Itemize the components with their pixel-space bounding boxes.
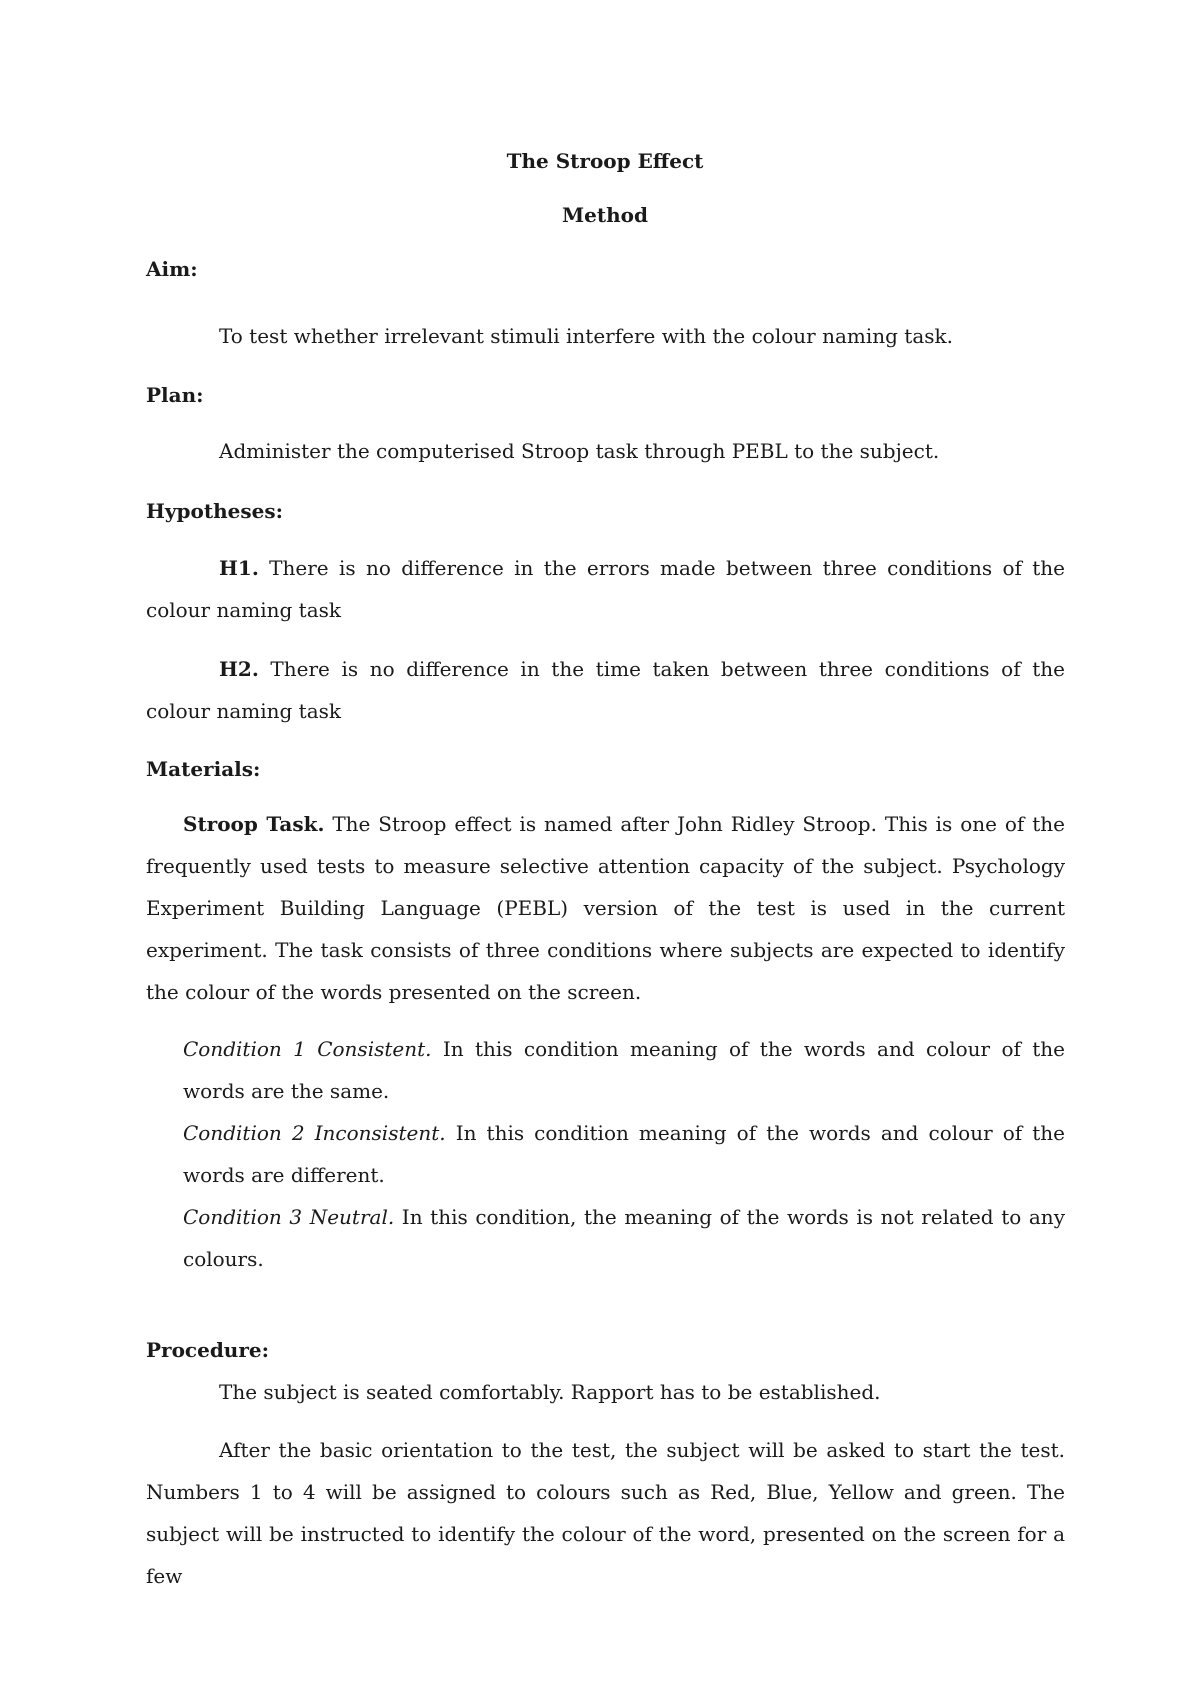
condition-1 [183, 1028, 1065, 1112]
aim-text: To test whether irrelevant stimuli interfere with the colour naming task. [219, 324, 953, 348]
condition-2-label: Condition 2 Inconsistent. [183, 1121, 446, 1145]
plan-heading: Plan: [146, 383, 204, 407]
condition-1-label: Condition 1 Consistent. [183, 1037, 432, 1061]
condition-2 [183, 1112, 1065, 1196]
procedure-paragraph-1: The subject is seated comfortably. Rapport has to be established. [219, 1380, 881, 1404]
procedure-paragraph-2: After the basic orientation to the test, the subject will be asked to start the test. Numbers 1 to 4 will be assigned to colours such as Red, Blue, Yellow and green. The subject will be instructed to identify the colour of the word, presented on the screen for a few [146, 1438, 1065, 1588]
procedure-heading: Procedure: [146, 1338, 269, 1362]
plan-text: Administer the computerised Stroop task through PEBL to the subject. [219, 439, 940, 463]
h2-text: There is no difference in the time taken between three conditions of the colour naming task [146, 657, 1065, 723]
hypotheses-heading: Hypotheses: [146, 499, 283, 523]
aim-heading: Aim: [146, 257, 198, 281]
stroop-task-paragraph [146, 803, 1065, 1013]
section-title: Method [562, 203, 648, 227]
h1-text: There is no difference in the errors made between three conditions of the colour naming task [146, 556, 1065, 622]
condition-2-text: In this condition meaning of the words and colour of the words are different. [183, 1121, 1065, 1187]
stroop-task-label: Stroop Task. [183, 812, 325, 836]
h2-label: H2. [219, 657, 259, 681]
hypothesis-h2 [146, 648, 1065, 732]
condition-3-text: In this condition, the meaning of the words is not related to any colours. [183, 1205, 1065, 1271]
document-title: The Stroop Effect [506, 149, 704, 173]
h1-label: H1. [219, 556, 259, 580]
stroop-task-text: The Stroop effect is named after John Ridley Stroop. This is one of the frequently used tests to measure selective attention capacity of the subject. Psychology Experiment Building Language (PEBL) version of the test is used in the current experiment. The task consists of three conditions where subjects are expected to identify the colour of the words presented on the screen. [146, 812, 1066, 1004]
condition-3-label: Condition 3 Neutral. [183, 1205, 395, 1229]
condition-3 [183, 1196, 1065, 1280]
condition-1-text: In this condition meaning of the words and colour of the words are the same. [183, 1037, 1066, 1103]
hypothesis-h1 [146, 547, 1065, 631]
materials-heading: Materials: [146, 757, 261, 781]
